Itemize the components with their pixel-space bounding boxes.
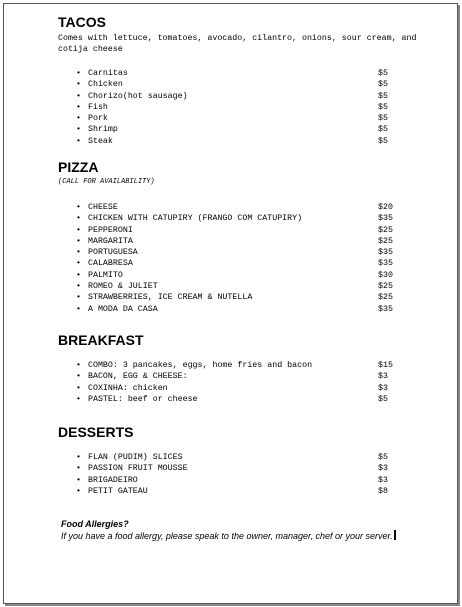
bullet-icon: • bbox=[76, 225, 81, 235]
bullet-icon: • bbox=[76, 125, 81, 135]
menu-item-name: BRIGADEIRO bbox=[88, 475, 138, 485]
menu-item bbox=[58, 102, 418, 113]
bullet-icon: • bbox=[76, 304, 81, 314]
menu-item-name: PASTEL: beef or cheese bbox=[88, 394, 198, 404]
bullet-icon: • bbox=[76, 259, 81, 269]
menu-item-price: $35 bbox=[378, 304, 393, 314]
menu-item bbox=[58, 213, 418, 224]
menu-item bbox=[58, 91, 418, 102]
bullet-icon: • bbox=[76, 372, 81, 382]
allergy-body-text: If you have a food allergy, please speak to the owner, manager, chef or your server. bbox=[61, 531, 393, 541]
menu-item-name: PEPPERONI bbox=[88, 225, 133, 235]
bullet-icon: • bbox=[76, 475, 81, 485]
menu-item-price: $3 bbox=[378, 475, 388, 485]
menu-item-name: PETIT GATEAU bbox=[88, 486, 148, 496]
menu-item bbox=[58, 113, 418, 124]
menu-item-price: $35 bbox=[378, 214, 393, 224]
bullet-icon: • bbox=[76, 136, 81, 146]
document-page bbox=[3, 3, 458, 604]
menu-item bbox=[58, 258, 418, 269]
menu-item-price: $5 bbox=[378, 125, 388, 135]
allergy-body bbox=[61, 530, 396, 542]
menu-item-name: COMBO: 3 pancakes, eggs, home fries and bacon bbox=[88, 361, 313, 370]
menu-item-name: PALMITO bbox=[88, 270, 123, 280]
bullet-icon: • bbox=[76, 383, 81, 393]
menu-item-name: PORTUGUESA bbox=[88, 248, 138, 258]
menu-item bbox=[58, 452, 418, 463]
bullet-icon: • bbox=[76, 69, 81, 78]
desserts-heading: DESSERTS bbox=[58, 424, 134, 440]
bullet-icon: • bbox=[76, 270, 81, 280]
pizza-note: (CALL FOR AVAILABILITY) bbox=[58, 178, 155, 186]
menu-item-price: $3 bbox=[378, 383, 388, 393]
menu-item-price: $25 bbox=[378, 236, 393, 246]
menu-item-price: $15 bbox=[378, 361, 393, 370]
menu-item-name: Chorizo(hot sausage) bbox=[88, 91, 188, 101]
bullet-icon: • bbox=[76, 394, 81, 404]
menu-item-name: Chicken bbox=[88, 80, 123, 90]
menu-item-price: $25 bbox=[378, 293, 393, 303]
desserts-list bbox=[58, 452, 418, 497]
menu-item-name: Pork bbox=[88, 114, 108, 124]
menu-item-price: $35 bbox=[378, 259, 393, 269]
menu-item bbox=[58, 463, 418, 474]
bullet-icon: • bbox=[76, 114, 81, 124]
desserts-section bbox=[58, 424, 418, 497]
menu-item-price: $5 bbox=[378, 80, 388, 90]
menu-item bbox=[58, 292, 418, 303]
menu-item bbox=[58, 360, 418, 371]
bullet-icon: • bbox=[76, 91, 81, 101]
menu-item-name: CHICKEN WITH CATUPIRY (FRANGO COM CATUPIRY) bbox=[88, 214, 303, 224]
bullet-icon: • bbox=[76, 236, 81, 246]
menu-item-name: STRAWBERRIES, ICE CREAM & NUTELLA bbox=[88, 293, 253, 303]
menu-item bbox=[58, 383, 418, 394]
pizza-heading: PIZZA bbox=[58, 159, 99, 175]
menu-item bbox=[58, 304, 418, 315]
menu-item bbox=[58, 79, 418, 90]
menu-item bbox=[58, 236, 418, 247]
menu-item bbox=[58, 124, 418, 135]
bullet-icon: • bbox=[76, 464, 81, 474]
menu-item-price: $30 bbox=[378, 270, 393, 280]
breakfast-list bbox=[58, 360, 418, 405]
menu-item-name: A MODA DA CASA bbox=[88, 304, 158, 314]
menu-item bbox=[58, 371, 418, 382]
menu-item bbox=[58, 247, 418, 258]
menu-item-price: $5 bbox=[378, 114, 388, 124]
menu-item-name: Steak bbox=[88, 136, 113, 146]
pizza-section bbox=[58, 159, 418, 315]
bullet-icon: • bbox=[76, 248, 81, 258]
breakfast-heading: BREAKFAST bbox=[58, 332, 144, 348]
menu-item-price: $3 bbox=[378, 372, 388, 382]
bullet-icon: • bbox=[76, 361, 81, 370]
menu-item-price: $5 bbox=[378, 136, 388, 146]
menu-item bbox=[58, 394, 418, 405]
menu-item bbox=[58, 68, 418, 79]
menu-item bbox=[58, 225, 418, 236]
bullet-icon: • bbox=[76, 80, 81, 90]
menu-item-name: Shrimp bbox=[88, 125, 118, 135]
menu-item-price: $20 bbox=[378, 203, 393, 212]
bullet-icon: • bbox=[76, 453, 81, 462]
bullet-icon: • bbox=[76, 282, 81, 292]
menu-item-name: BACON, EGG & CHEESE: bbox=[88, 372, 188, 382]
menu-item bbox=[58, 486, 418, 497]
menu-item-price: $3 bbox=[378, 464, 388, 474]
allergy-notice bbox=[61, 519, 396, 542]
menu-item bbox=[58, 475, 418, 486]
menu-item-price: $5 bbox=[378, 91, 388, 101]
menu-item-price: $35 bbox=[378, 248, 393, 258]
bullet-icon: • bbox=[76, 102, 81, 112]
tacos-description: Comes with lettuce, tomatoes, avocado, cilantro, onions, sour cream, and cotija cheese bbox=[58, 34, 417, 54]
menu-item-price: $5 bbox=[378, 102, 388, 112]
menu-item-name: Fish bbox=[88, 102, 108, 112]
menu-item bbox=[58, 202, 418, 213]
menu-item-price: $5 bbox=[378, 394, 388, 404]
menu-item-name: FLAN (PUDIM) SLICES bbox=[88, 453, 183, 462]
pizza-list bbox=[58, 202, 418, 315]
menu-item-price: $8 bbox=[378, 486, 388, 496]
menu-item-name: ROMEO & JULIET bbox=[88, 282, 158, 292]
menu-item-name: COXINHA: chicken bbox=[88, 383, 168, 393]
breakfast-section bbox=[58, 332, 418, 405]
menu-item-name: CALABRESA bbox=[88, 259, 133, 269]
menu-item-price: $25 bbox=[378, 282, 393, 292]
menu-item-price: $25 bbox=[378, 225, 393, 235]
bullet-icon: • bbox=[76, 293, 81, 303]
bullet-icon: • bbox=[76, 203, 81, 212]
tacos-list bbox=[58, 68, 418, 147]
menu-item bbox=[58, 270, 418, 281]
menu-item-name: MARGARITA bbox=[88, 236, 133, 246]
tacos-section bbox=[58, 14, 418, 147]
menu-item bbox=[58, 281, 418, 292]
menu-item-name: Carnitas bbox=[88, 69, 128, 78]
menu-item bbox=[58, 136, 418, 147]
tacos-heading: TACOS bbox=[58, 14, 106, 30]
menu-item-name: CHEESE bbox=[88, 203, 118, 212]
menu-item-price: $5 bbox=[378, 453, 388, 462]
bullet-icon: • bbox=[76, 486, 81, 496]
menu-item-price: $5 bbox=[378, 69, 388, 78]
menu-item-name: PASSION FRUIT MOUSSE bbox=[88, 464, 188, 474]
text-cursor-icon bbox=[394, 530, 396, 540]
allergy-title: Food Allergies? bbox=[61, 519, 129, 529]
bullet-icon: • bbox=[76, 214, 81, 224]
